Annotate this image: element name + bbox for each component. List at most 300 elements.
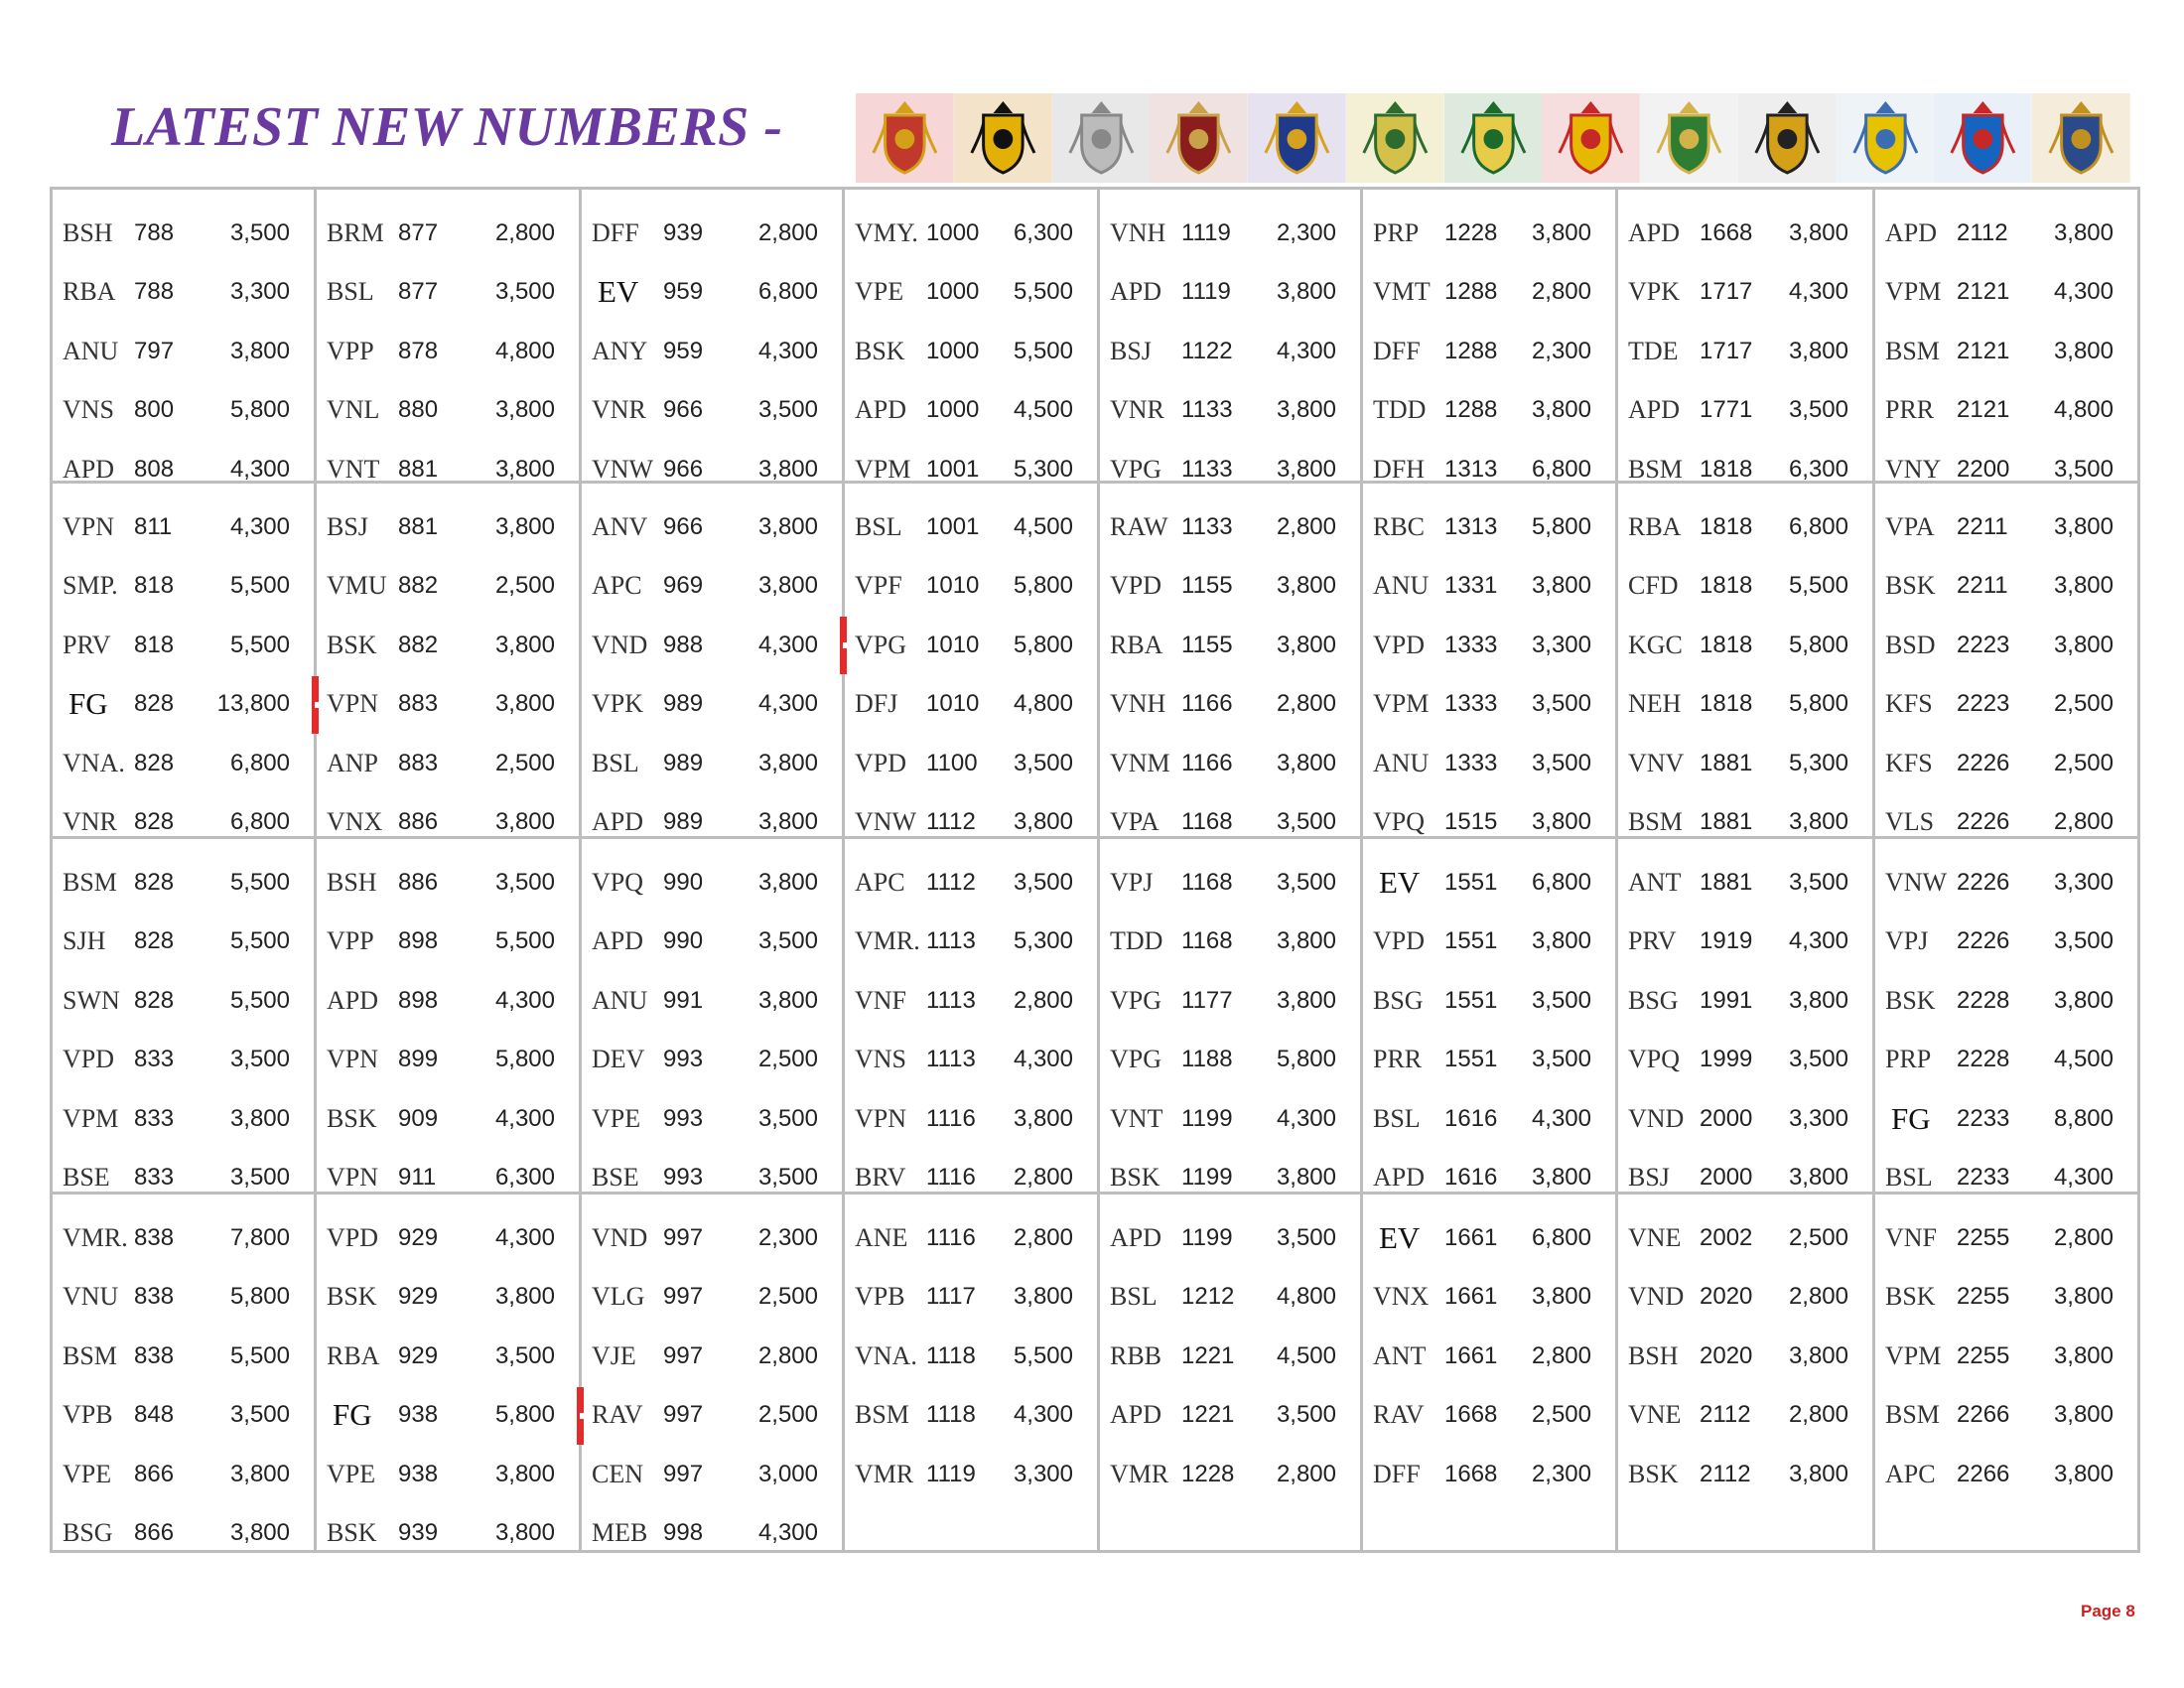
- plate-prefix: VNA.: [63, 748, 125, 777]
- plate-prefix: ANE: [855, 1222, 908, 1252]
- plate-prefix: BSK: [1885, 985, 1936, 1015]
- plate-entry: [1875, 616, 2137, 675]
- plate-entry: [317, 734, 579, 793]
- plate-entry: [845, 675, 1097, 735]
- plate-prefix: APD: [592, 807, 644, 837]
- plate-price: 5,500: [229, 868, 290, 896]
- plate-number: 800: [134, 396, 175, 424]
- kelantan-crest-icon: [1542, 93, 1640, 183]
- plate-price: 4,800: [2053, 396, 2114, 424]
- plate-entry: [1363, 1445, 1615, 1504]
- plate-prefix: ANU: [592, 985, 648, 1015]
- plate-entry: [1618, 204, 1872, 263]
- plate-price: 3,800: [494, 1460, 555, 1487]
- plate-prefix: RBB: [1110, 1340, 1162, 1370]
- plate-prefix: VPA: [1110, 807, 1160, 837]
- penang-crest-icon: [1837, 93, 1935, 183]
- table-cell: [1875, 839, 2137, 1195]
- plate-entry: [1100, 616, 1360, 675]
- plate-price: 5,800: [494, 1401, 555, 1429]
- plate-prefix: BSE: [592, 1163, 639, 1193]
- plate-price: 3,800: [2053, 337, 2114, 364]
- plate-prefix: BSK: [327, 1282, 377, 1312]
- plate-prefix: VMR.: [63, 1222, 128, 1252]
- plate-entry: [1100, 971, 1360, 1031]
- plate-entry: [1618, 1208, 1872, 1268]
- plate-entry: [582, 1208, 842, 1268]
- plate-price: 2,500: [757, 1401, 818, 1429]
- plate-prefix: VNF: [1885, 1222, 1938, 1252]
- plate-number: 997: [663, 1283, 704, 1311]
- plate-prefix: VPA: [1885, 511, 1935, 541]
- plate-number: 881: [398, 512, 439, 540]
- plate-prefix: PRR: [1885, 395, 1935, 425]
- plate-prefix: VNT: [327, 454, 380, 484]
- plate-number: 1661: [1444, 1341, 1498, 1369]
- plate-entry: [1363, 497, 1615, 557]
- plate-number: 2112: [1957, 218, 2008, 246]
- plate-prefix: VPM: [855, 454, 911, 484]
- plate-price: 2,800: [2053, 808, 2114, 836]
- plate-price: 2,300: [1531, 1460, 1591, 1487]
- plate-price: 3,800: [1276, 1164, 1336, 1192]
- plate-prefix: BRM: [327, 217, 384, 247]
- plate-number: 929: [398, 1341, 439, 1369]
- plate-prefix: VPJ: [1110, 867, 1154, 897]
- plate-entry: [1100, 557, 1360, 617]
- plate-price: 5,500: [1013, 278, 1073, 306]
- plate-price: 2,300: [757, 1223, 818, 1251]
- plate-number: 1668: [1700, 218, 1753, 246]
- plate-prefix: VPG: [855, 630, 907, 659]
- plate-prefix: VPD: [327, 1222, 379, 1252]
- plate-prefix: EV: [1379, 1219, 1421, 1255]
- plate-entry: [1100, 1208, 1360, 1268]
- plate-price: 3,800: [2053, 1460, 2114, 1487]
- plate-number: 2000: [1700, 1164, 1753, 1192]
- plate-entry: [317, 322, 579, 381]
- plate-prefix: VPP: [327, 336, 374, 365]
- plate-prefix: BSL: [592, 748, 639, 777]
- plate-price: 3,800: [2053, 986, 2114, 1014]
- perak-crest-icon: [1052, 93, 1151, 183]
- plate-prefix: ANU: [1373, 748, 1430, 777]
- plate-entry: [53, 1208, 314, 1268]
- table-cell: [53, 1195, 317, 1550]
- plate-number: 997: [663, 1341, 704, 1369]
- plate-price: 3,300: [229, 278, 290, 306]
- plate-price: 3,800: [2053, 1401, 2114, 1429]
- plate-prefix: VJE: [592, 1340, 636, 1370]
- plate-price: 3,800: [1788, 808, 1848, 836]
- plate-entry: [845, 263, 1097, 323]
- plate-number: 1818: [1700, 572, 1753, 600]
- plate-entry: [1363, 557, 1615, 617]
- plate-prefix: NEH: [1628, 689, 1682, 719]
- plate-prefix: BSH: [1628, 1340, 1679, 1370]
- plate-number: 1717: [1700, 337, 1753, 364]
- plate-prefix: VNW: [592, 454, 654, 484]
- plate-entry: [53, 204, 314, 263]
- plate-number: 1116: [926, 1104, 976, 1132]
- plate-number: 2223: [1957, 631, 2010, 658]
- plate-prefix: BSL: [327, 277, 374, 307]
- plate-number: 939: [398, 1519, 439, 1547]
- plate-price: 5,500: [1788, 572, 1848, 600]
- plate-price: 3,500: [2053, 455, 2114, 483]
- plate-prefix: BSK: [1885, 1282, 1936, 1312]
- plate-prefix: VPM: [1885, 277, 1942, 307]
- sabah-crest-icon: [1934, 93, 2032, 183]
- plate-number: 1112: [926, 868, 976, 896]
- plate-price: 3,800: [494, 1519, 555, 1547]
- plate-entry: [582, 853, 842, 913]
- plate-number: 993: [663, 1164, 704, 1192]
- plate-price: 3,800: [1788, 337, 1848, 364]
- plate-price: 3,500: [757, 927, 818, 955]
- plate-price: 4,300: [1276, 1104, 1336, 1132]
- plate-price: 3,800: [1013, 1104, 1073, 1132]
- table-cell: [317, 484, 582, 839]
- plate-entry: [1618, 381, 1872, 441]
- table-cell: [1618, 1195, 1875, 1550]
- plate-number: 2226: [1957, 868, 2010, 896]
- plate-entry: [1363, 1386, 1615, 1446]
- plate-price: 3,800: [2053, 631, 2114, 658]
- plate-price: 2,800: [757, 1341, 818, 1369]
- plate-price: 4,500: [1013, 512, 1073, 540]
- plate-entry: [845, 497, 1097, 557]
- plate-entry: [1100, 1268, 1360, 1328]
- plate-number: 1313: [1444, 455, 1498, 483]
- pahang-crest-icon: [1346, 93, 1444, 183]
- plate-entry: [1875, 1031, 2137, 1090]
- plate-number: 989: [663, 749, 704, 776]
- plate-entry: [1100, 675, 1360, 735]
- plate-prefix: VNE: [1628, 1400, 1682, 1430]
- plate-prefix: BSG: [1628, 985, 1679, 1015]
- plate-price: 3,500: [1531, 986, 1591, 1014]
- plate-price: 2,800: [1276, 512, 1336, 540]
- plate-prefix: VND: [1628, 1103, 1685, 1133]
- plate-number: 1155: [1181, 572, 1233, 600]
- plate-number: 1112: [926, 808, 976, 836]
- plate-prefix: VNY: [1885, 454, 1942, 484]
- plate-price: 6,800: [1531, 868, 1591, 896]
- plate-entry: [1100, 1031, 1360, 1090]
- plate-entry: [582, 1386, 842, 1446]
- plate-price: 3,500: [1013, 868, 1073, 896]
- plate-price: 3,800: [494, 512, 555, 540]
- plate-number: 1212: [1181, 1283, 1235, 1311]
- plate-number: 1288: [1444, 278, 1498, 306]
- plate-number: 1818: [1700, 631, 1753, 658]
- highlight-marker: [840, 617, 847, 674]
- plate-prefix: BSM: [1885, 1400, 1940, 1430]
- plate-number: 811: [134, 512, 173, 540]
- plate-entry: [317, 616, 579, 675]
- plate-price: 2,800: [1276, 690, 1336, 718]
- plate-price: 3,800: [229, 1104, 290, 1132]
- plate-price: 5,500: [229, 927, 290, 955]
- plate-price: 3,500: [757, 1164, 818, 1192]
- plate-prefix: VPM: [1373, 689, 1430, 719]
- plate-price: 4,800: [1013, 690, 1073, 718]
- plate-entry: [317, 1504, 579, 1564]
- plate-entry: [53, 497, 314, 557]
- plate-prefix: KGC: [1628, 630, 1683, 659]
- plate-number: 911: [398, 1164, 437, 1192]
- plate-entry: [1875, 675, 2137, 735]
- plate-entry: [53, 1504, 314, 1564]
- plate-number: 2002: [1700, 1223, 1753, 1251]
- plate-number: 1551: [1444, 868, 1498, 896]
- plate-number: 1118: [926, 1401, 976, 1429]
- plate-price: 3,800: [1531, 218, 1591, 246]
- table-cell: [582, 190, 845, 484]
- plate-number: 797: [134, 337, 175, 364]
- plate-price: 3,800: [1013, 1283, 1073, 1311]
- plate-number: 989: [663, 808, 704, 836]
- plate-prefix: BSL: [855, 511, 902, 541]
- table-cell: [1100, 190, 1363, 484]
- plate-number: 848: [134, 1401, 175, 1429]
- plate-price: 4,800: [1276, 1283, 1336, 1311]
- state-crests-banner: [856, 93, 2130, 183]
- plate-price: 3,800: [757, 868, 818, 896]
- plate-entry: [845, 204, 1097, 263]
- plate-price: 3,300: [2053, 868, 2114, 896]
- plate-entry: [317, 1327, 579, 1386]
- plate-price: 2,800: [1531, 1341, 1591, 1369]
- plate-prefix: TDD: [1373, 395, 1427, 425]
- table-cell: [1363, 1195, 1618, 1550]
- plate-price: 3,500: [1531, 1046, 1591, 1073]
- plate-prefix: SJH: [63, 926, 106, 956]
- plate-number: 1551: [1444, 927, 1498, 955]
- plate-entry: [1363, 322, 1615, 381]
- plate-price: 3,800: [757, 749, 818, 776]
- plate-number: 1228: [1181, 1460, 1235, 1487]
- plate-price: 2,800: [1013, 1223, 1073, 1251]
- plate-prefix: APD: [327, 985, 379, 1015]
- plate-prefix: VPF: [855, 571, 902, 601]
- plate-prefix: VPQ: [1628, 1045, 1681, 1074]
- plate-price: 3,800: [494, 1283, 555, 1311]
- plate-price: 3,800: [1531, 396, 1591, 424]
- table-cell: [1875, 484, 2137, 839]
- plate-number: 2233: [1957, 1104, 2010, 1132]
- table-cell: [1363, 484, 1618, 839]
- plate-prefix: KFS: [1885, 748, 1933, 777]
- plate-price: 3,500: [757, 396, 818, 424]
- plate-prefix: VNF: [855, 985, 907, 1015]
- plate-entry: [1363, 853, 1615, 913]
- plate-number: 1551: [1444, 1046, 1498, 1073]
- plate-price: 2,800: [757, 218, 818, 246]
- plate-prefix: VMR: [1110, 1459, 1169, 1488]
- table-cell: [317, 839, 582, 1195]
- plate-number: 1000: [926, 218, 980, 246]
- plate-prefix: BSM: [855, 1400, 909, 1430]
- plate-prefix: VNT: [1110, 1103, 1163, 1133]
- plate-price: 2,300: [1531, 337, 1591, 364]
- plate-price: 3,500: [757, 1104, 818, 1132]
- plate-entry: [1363, 913, 1615, 972]
- plate-number: 886: [398, 808, 439, 836]
- plate-prefix: RAW: [1110, 511, 1168, 541]
- plate-number: 1188: [1181, 1046, 1233, 1073]
- plate-prefix: VPE: [592, 1103, 641, 1133]
- plate-number: 1668: [1444, 1460, 1498, 1487]
- plate-entry: [53, 1327, 314, 1386]
- plate-prefix: TDE: [1628, 336, 1679, 365]
- plate-entry: [1618, 322, 1872, 381]
- plate-number: 1199: [1181, 1223, 1233, 1251]
- plate-entry: [1100, 1327, 1360, 1386]
- plate-entry: [1618, 616, 1872, 675]
- plate-number: 1155: [1181, 631, 1233, 658]
- plate-entry: [53, 1386, 314, 1446]
- plate-entry: [317, 1031, 579, 1090]
- plate-entry: [1363, 675, 1615, 735]
- plate-number: 878: [398, 337, 439, 364]
- plate-price: 4,300: [1531, 1104, 1591, 1132]
- plate-number: 881: [398, 455, 439, 483]
- plate-prefix: BSG: [1373, 985, 1424, 1015]
- plate-price: 4,300: [1013, 1046, 1073, 1073]
- plate-number: 1133: [1181, 396, 1233, 424]
- plate-number: 2266: [1957, 1460, 2010, 1487]
- plate-price: 3,800: [229, 337, 290, 364]
- plate-price: 3,800: [494, 455, 555, 483]
- plate-entry: [317, 913, 579, 972]
- plate-prefix: VPD: [63, 1045, 115, 1074]
- plate-entry: [1363, 204, 1615, 263]
- plate-entry: [1875, 853, 2137, 913]
- table-cell: [1100, 484, 1363, 839]
- plate-price: 2,500: [1531, 1401, 1591, 1429]
- plate-price: 5,300: [1788, 749, 1848, 776]
- plate-entry: [582, 1445, 842, 1504]
- plate-number: 1818: [1700, 512, 1753, 540]
- plate-entry: [845, 557, 1097, 617]
- plate-prefix: VPD: [1110, 571, 1162, 601]
- plate-prefix: RBA: [1628, 511, 1682, 541]
- plate-prefix: VND: [592, 1222, 648, 1252]
- plate-prefix: BSK: [855, 336, 905, 365]
- plate-entry: [1100, 913, 1360, 972]
- plate-price: 4,300: [494, 1223, 555, 1251]
- plate-number: 818: [134, 572, 175, 600]
- plate-entry: [53, 1268, 314, 1328]
- plate-entry: [1875, 913, 2137, 972]
- plate-number: 1000: [926, 278, 980, 306]
- terengganu-crest-icon: [1444, 93, 1543, 183]
- plate-number: 2211: [1957, 512, 2008, 540]
- table-cell: [1363, 190, 1618, 484]
- plate-price: 5,800: [1276, 1046, 1336, 1073]
- plate-prefix: VPE: [63, 1459, 112, 1488]
- plate-price: 3,800: [757, 512, 818, 540]
- plate-number: 2226: [1957, 927, 2010, 955]
- plate-entry: [1618, 1386, 1872, 1446]
- plate-prefix: APD: [1628, 395, 1681, 425]
- plate-entry: [317, 1089, 579, 1149]
- plate-prefix: VND: [592, 630, 648, 659]
- kedah-crest-icon: [856, 93, 954, 183]
- plate-price: 4,500: [2053, 1046, 2114, 1073]
- plate-entry: [1618, 971, 1872, 1031]
- plate-prefix: VLG: [592, 1282, 645, 1312]
- plate-prefix: VNH: [1110, 217, 1166, 247]
- plate-number: 938: [398, 1460, 439, 1487]
- plate-entry: [317, 557, 579, 617]
- plate-prefix: BSJ: [1110, 336, 1152, 365]
- plate-price: 5,500: [229, 572, 290, 600]
- plate-number: 966: [663, 396, 704, 424]
- plate-prefix: APC: [592, 571, 642, 601]
- plate-entry: [1875, 1208, 2137, 1268]
- plate-entry: [53, 734, 314, 793]
- plate-number: 877: [398, 278, 439, 306]
- plate-price: 5,800: [1013, 572, 1073, 600]
- plate-price: 5,300: [1013, 455, 1073, 483]
- page-title: LATEST NEW NUMBERS -: [111, 96, 783, 158]
- plate-price: 3,800: [1276, 986, 1336, 1014]
- plate-price: 2,800: [1013, 986, 1073, 1014]
- plate-entry: [1618, 1268, 1872, 1328]
- plate-number: 990: [663, 927, 704, 955]
- plate-number: 788: [134, 278, 175, 306]
- table-cell: [1618, 839, 1875, 1195]
- plate-entry: [582, 557, 842, 617]
- plate-number: 1166: [1181, 690, 1233, 718]
- plate-number: 909: [398, 1104, 439, 1132]
- plate-prefix: RBA: [327, 1340, 380, 1370]
- plate-entry: [1618, 1445, 1872, 1504]
- table-cell: [1618, 484, 1875, 839]
- plate-entry: [53, 1089, 314, 1149]
- plate-number: 2226: [1957, 749, 2010, 776]
- plate-number: 988: [663, 631, 704, 658]
- plate-price: 3,800: [1013, 808, 1073, 836]
- plate-number: 1228: [1444, 218, 1498, 246]
- plate-entry: [1100, 263, 1360, 323]
- plate-entry: [1618, 263, 1872, 323]
- plate-prefix: VPG: [1110, 1045, 1162, 1074]
- plate-prefix: VPJ: [1885, 926, 1929, 956]
- plate-entry: [582, 381, 842, 441]
- plate-price: 3,800: [2053, 512, 2114, 540]
- plate-entry: [317, 497, 579, 557]
- plate-price: 13,800: [216, 690, 290, 718]
- plate-entry: [1363, 971, 1615, 1031]
- plate-price: 4,300: [229, 512, 290, 540]
- plate-price: 5,800: [229, 396, 290, 424]
- plate-entry: [1875, 971, 2137, 1031]
- plate-price: 3,500: [1788, 868, 1848, 896]
- plate-number: 866: [134, 1519, 175, 1547]
- plate-price: 3,500: [1276, 1223, 1336, 1251]
- plate-price: 3,800: [2053, 1341, 2114, 1369]
- plate-number: 1999: [1700, 1046, 1753, 1073]
- plate-price: 6,800: [229, 749, 290, 776]
- plate-price: 3,500: [2053, 927, 2114, 955]
- plate-entry: [317, 1386, 579, 1446]
- plate-entry: [845, 1031, 1097, 1090]
- plate-number: 1616: [1444, 1104, 1498, 1132]
